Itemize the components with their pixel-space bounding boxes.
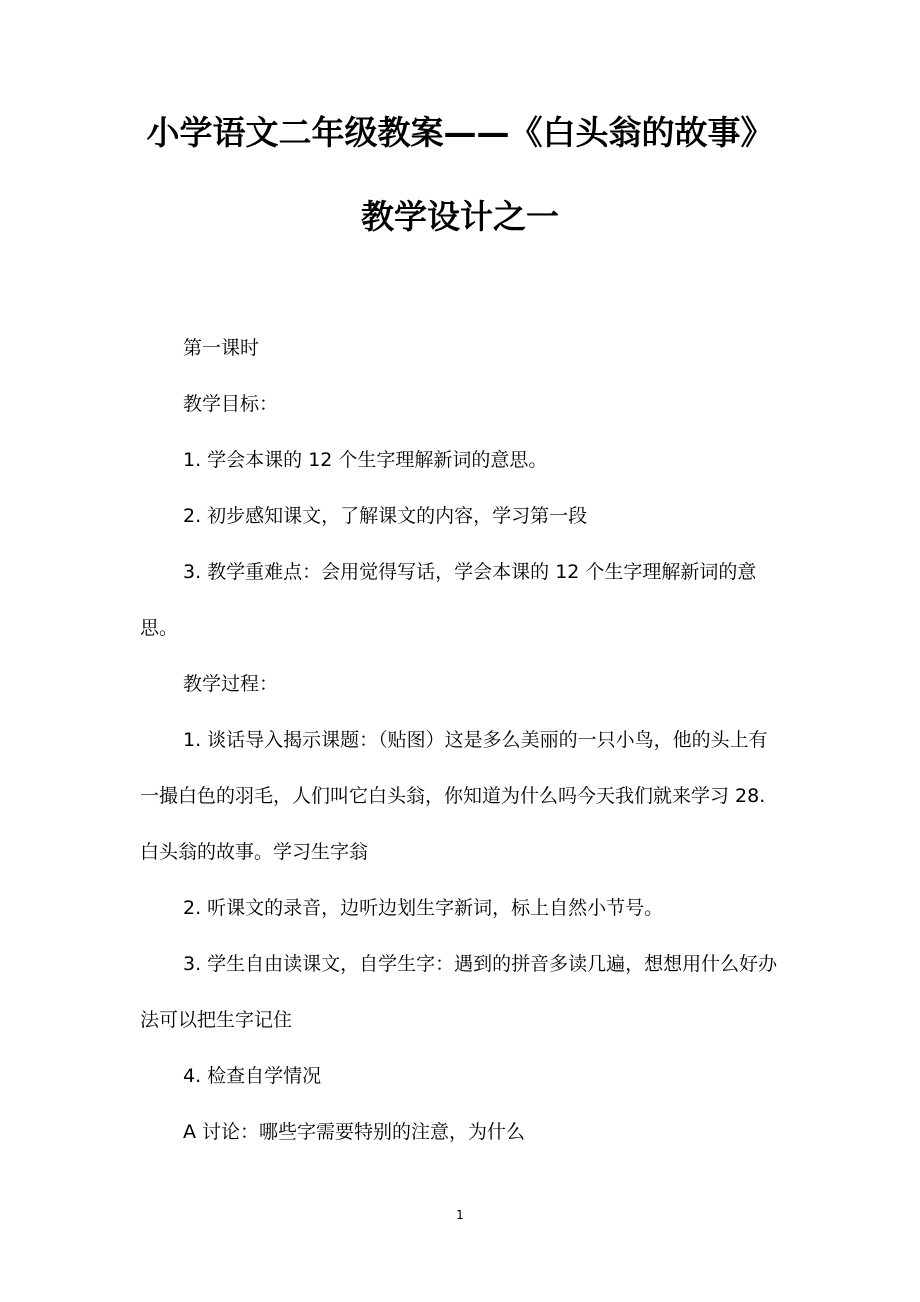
- paragraph-goal-2: 2. 初步感知课文，了解课文的内容，学习第一段: [183, 505, 588, 527]
- paragraph-teaching-process-heading: 教学过程：: [183, 673, 279, 695]
- paragraph-teaching-goals-heading: 教学目标：: [183, 393, 279, 415]
- paragraph-process-2: 2. 听课文的录音，边听边划生字新词，标上自然小节号。: [183, 897, 664, 919]
- paragraph-process-1: 1. 谈话导入揭示课题：（贴图）这是多么美丽的一只小鸟，他的头上有一撮白色的羽毛，人们叫它白头翁，你知道为什么吗今天我们就来学习 28.白头翁的故事。学习生字翁: [140, 729, 768, 863]
- paragraph-goal-3: 3. 教学重难点：会用觉得写话，学会本课的 12 个生字理解新词的意思。: [140, 561, 757, 639]
- paragraph-goal-1: 1. 学会本课的 12 个生字理解新词的意思。: [183, 449, 548, 471]
- paragraph-lesson-period: 第一课时: [183, 337, 260, 359]
- page-number: 1: [456, 1208, 464, 1222]
- document-title-line-1: 小学语文二年级教案——《白头翁的故事》: [146, 113, 774, 152]
- paragraph-process-3: 3. 学生自由读课文，自学生字：遇到的拼音多读几遍，想想用什么好办法可以把生字记住: [140, 953, 778, 1031]
- paragraph-process-4a: A 讨论：哪些字需要特别的注意，为什么: [183, 1121, 526, 1143]
- paragraph-process-4: 4. 检查自学情况: [183, 1065, 322, 1087]
- document-title-line-2: 教学设计之一: [361, 197, 559, 236]
